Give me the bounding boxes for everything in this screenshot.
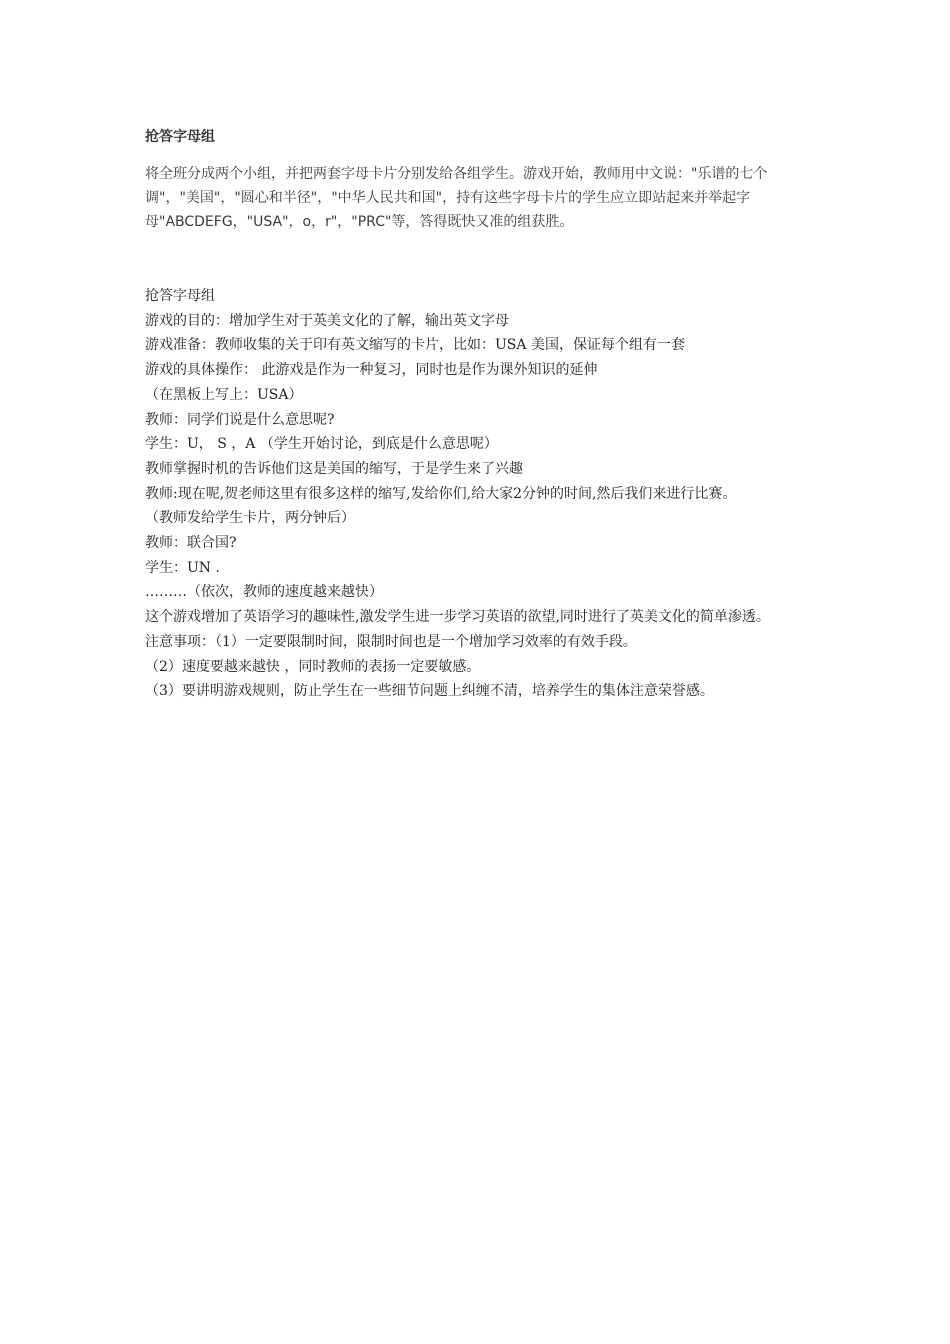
game-preparation: 游戏准备：教师收集的关于印有英文缩写的卡片，比如：USA 美国，保证每个组有一套 [145,337,685,354]
game-benefit: 这个游戏增加了英语学习的趣味性,激发学生进一步学习英语的欲望,同时进行了英美文化的简单渗透。 [145,609,770,626]
intro-section [145,126,815,234]
card-distribution-note: （教师发给学生卡片，两分钟后） [145,510,355,527]
teacher-instruction: 教师:现在呢,贺老师这里有很多这样的缩写,发给你们,给大家2分钟的时间,然后我们来进行比赛。 [145,485,737,502]
student-answer: 学生：U， S ，A （学生开始讨论，到底是什么意思呢） [145,436,498,453]
blackboard-note: （在黑板上写上：USA） [145,386,303,403]
teacher-question-2: 教师：联合国? [145,535,237,552]
game-purpose: 游戏的目的：增加学生对于英美文化的了解，输出英文字母 [145,312,509,329]
student-answer-2: 学生：UN . [145,559,220,576]
game-title: 抢答字母组 [145,288,215,304]
teacher-explanation: 教师掌握时机的告诉他们这是美国的缩写，于是学生来了兴趣 [145,460,523,477]
section-title: 抢答字母组 [145,129,215,145]
teacher-question: 教师：同学们说是什么意思呢? [145,411,335,428]
note-3: （3）要讲明游戏规则，防止学生在一些细节问题上纠缠不清，培养学生的集体注意荣誉感。 [145,683,714,700]
note-1: 注意事项：（1）一定要限制时间，限制时间也是一个增加学习效率的有效手段。 [145,633,637,650]
game-details-section [145,284,815,704]
game-operation: 游戏的具体操作： 此游戏是作为一种复习，同时也是作为课外知识的延伸 [145,362,598,379]
note-2: （2）速度要越来越快 ，同时教师的表扬一定要敏感。 [145,658,481,675]
intro-paragraph: 将全班分成两个小组，并把两套字母卡片分别发给各组学生。游戏开始，教师用中文说："乐谱的七个调"，"美国"，"圆心和半径"，"中华人民共和国"，持有这些字母卡片的学生应立即站起来并举起字母"ABCDEFG，"USA"，o，r"，"PRC"等，答得既快又准的组获胜。 [145,166,768,230]
continuation-note: ………（依次，教师的速度越来越快） [145,584,383,601]
